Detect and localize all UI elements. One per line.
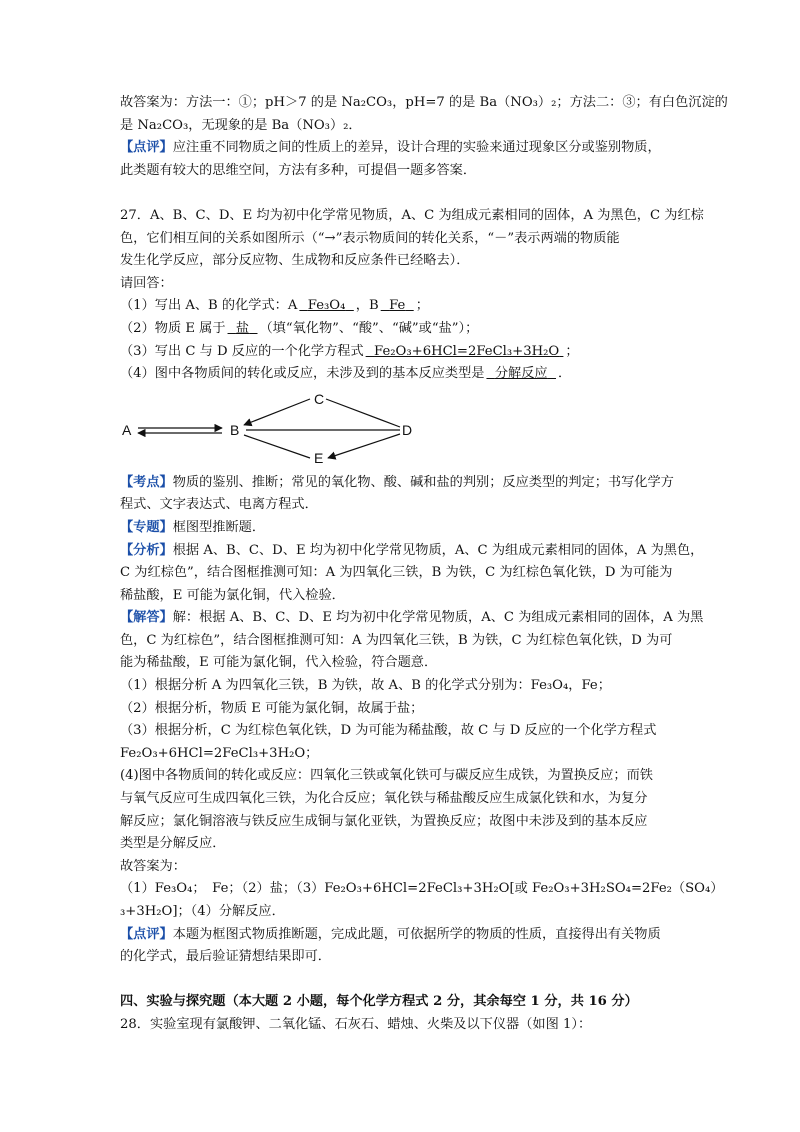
answer-value: Fe [389,298,406,314]
sub-question-text: ． [557,366,572,382]
jieda-step: （3）根据分析，C 为红棕色氧化铁，D 为可能为稀盐酸，故 C 与 D 反应的一个化学方程式 [120,723,657,739]
jieda-line [120,607,704,630]
spacer [120,182,690,205]
node-c: C [314,390,325,407]
answer-blank [226,321,260,336]
jieda-line: 能为稀盐酸，E 可能为氯化铜，代入检验，符合题意． [120,655,438,671]
arrow-d-to-e [328,434,400,458]
jieda-step: 类型是分解反应． [120,836,226,852]
sub-question-text: （填“氧化物”、“酸”、“碱”或“盐”）； [259,320,479,336]
kaodian-line: 程式、文字表达式、电离方程式． [120,497,318,513]
line-c-d [326,399,400,427]
sub-question-2 [120,318,690,341]
jieda-step: Fe₂O₃+6HCl=2FeCl₃+3H₂O； [120,745,319,761]
sub-question-text: ，B [355,298,379,314]
zhuanti-tag: 【专题】 [120,519,173,535]
answer-value: Fe₃O₄ [307,298,346,314]
spacer [120,969,690,992]
kaodian-tag: 【考点】 [120,474,173,490]
question-stem: 27．A、B、C、D、E 均为初中化学常见物质，A、C 为组成元素相同的固体，A 为黑色，C 为红棕 [120,207,704,223]
review-tag: 【点评】 [120,140,173,156]
answer-line: 故答案为：方法一：①；pH＞7 的是 Na₂CO₃，pH=7 的是 Ba（NO₃）₂；方法二：③；有白色沉淀的 [120,95,728,110]
question-stem: 发生化学反应，部分反应物、生成物和反应条件已经略去）． [120,253,470,269]
jieda-step: （1）根据分析 A 为四氧化三铁，B 为铁，故 A、B 的化学式分别为：Fe₃O₄，Fe； [120,678,611,694]
sub-question-text: （3）写出 C 与 D 反应的一个化学方程式 [120,343,364,359]
node-b: B [230,421,240,438]
jieda-text: 解：根据 A、B、C、D、E 均为初中化学常见物质，A、C 为组成元素相同的固体，A 为黑 [172,610,704,626]
relation-diagram [120,388,440,466]
zhuanti-line [120,517,690,540]
dianping-tag: 【点评】 [120,926,173,942]
node-e: E [314,449,324,466]
dianping-line: 的化学式，最后验证猜想结果即可． [120,949,331,965]
document-page [120,92,728,1037]
kaodian-text: 物质的鉴别、推断；常见的氧化物、酸、碱和盐的判别；反应类型的判定；书写化学方 [172,474,674,490]
final-answer-line: ₃+3H₂O]；（4）分解反应． [120,904,285,919]
kaodian-line [120,472,690,495]
fenxi-line: 稀盐酸，E 可能为氯化铜，代入检验． [120,587,345,603]
answer-value: 盐 [235,320,250,336]
question-stem: 色，它们相互间的关系如图所示（“→”表示物质间的转化关系，“－”表示两端的物质能 [120,230,620,246]
fenxi-line: C 为红棕色”，结合图框推测可知：A 为四氧化三铁，B 为铁，C 为红棕色氧化铁，D 为可能为 [120,565,673,581]
arrow-c-to-b [244,399,310,425]
review-text: 应注重不同物质之间的性质上的差异，设计合理的实验来通过现象区分或鉴别物质， [172,140,661,156]
node-a: A [122,421,132,438]
review-line [120,137,690,160]
fenxi-line [120,540,704,563]
final-answer-line: （1）Fe₃O₄； Fe；（2）盐；（3）Fe₂O₃+6HCl=2FeCl₃+3H₂O[或 Fe₂O₃+3H₂SO₄=2Fe₂（SO₄） [120,881,724,897]
zhuanti-text: 框图型推断题． [172,519,266,535]
sub-question-text: （2）物质 E 属于 [120,320,226,336]
fenxi-text: 根据 A、B、C、D、E 均为初中化学常见物质，A、C 为组成元素相同的固体，A 为黑色， [172,542,704,558]
sub-question-1 [120,295,690,318]
jieda-step: （2）根据分析，物质 E 可能为氯化铜，故属于盐； [120,700,424,716]
answer-blank [379,298,416,313]
jieda-tag: 【解答】 [120,610,173,626]
answer-line: 是 Na₂CO₃，无现象的是 Ba（NO₃）₂． [120,117,362,133]
fenxi-tag: 【分析】 [120,542,173,558]
answer-value: 分解反应 [494,366,548,382]
dianping-line [120,924,690,947]
sub-question-text: （1）写出 A、B 的化学式：A [120,298,298,314]
sub-question-text: （4）图中各物质间的转化或反应，未涉及到的基本反应类型是 [120,366,485,382]
answer-blank [484,366,558,381]
review-line: 此类题有较大的思维空间，方法有多种，可提倡一题多答案． [120,162,477,178]
jieda-step: 与氧气反应可生成四氧化三铁，为化合反应；氧化铁与稀盐酸反应生成氯化铁和水，为复分 [120,791,648,807]
relation-diagram-svg [120,388,440,466]
line-b-e [244,435,310,458]
section-heading: 四、实验与探究题（本大题 2 小题，每个化学方程式 2 分，其余每空 1 分，共 16 分） [120,994,638,1010]
answer-blank [297,298,355,313]
jieda-step: (4)图中各物质间的转化或反应：四氧化三铁或氧化铁可与碳反应生成铁，为置换反应；而铁 [120,768,653,784]
question-prompt: 请回答： [120,275,173,291]
answer-blank [364,344,566,359]
jieda-line: 色，C 为红棕色”，结合图框推测可知：A 为四氧化三铁，B 为铁，C 为红棕色氧化铁，D 为可 [120,632,673,648]
answer-value: Fe₂O₃+6HCl=2FeCl₃+3H₂O [374,343,560,359]
sub-question-4 [120,363,690,386]
node-d: D [402,421,413,438]
dianping-text: 本题为框图式物质推断题，完成此题，可依据所学的物质的性质，直接得出有关物质 [172,926,661,942]
sub-question-text: ； [565,343,579,359]
sub-question-text: ； [415,298,429,314]
sub-question-3 [120,341,690,364]
question-stem: 28．实验室现有氯酸钾、二氧化锰、石灰石、蜡烛、火柴及以下仪器（如图 1）： [120,1016,592,1032]
jieda-step: 解反应；氯化铜溶液与铁反应生成铜与氯化亚铁，为置换反应；故图中未涉及到的基本反应 [120,813,648,829]
final-answer-label: 故答案为： [120,858,186,874]
